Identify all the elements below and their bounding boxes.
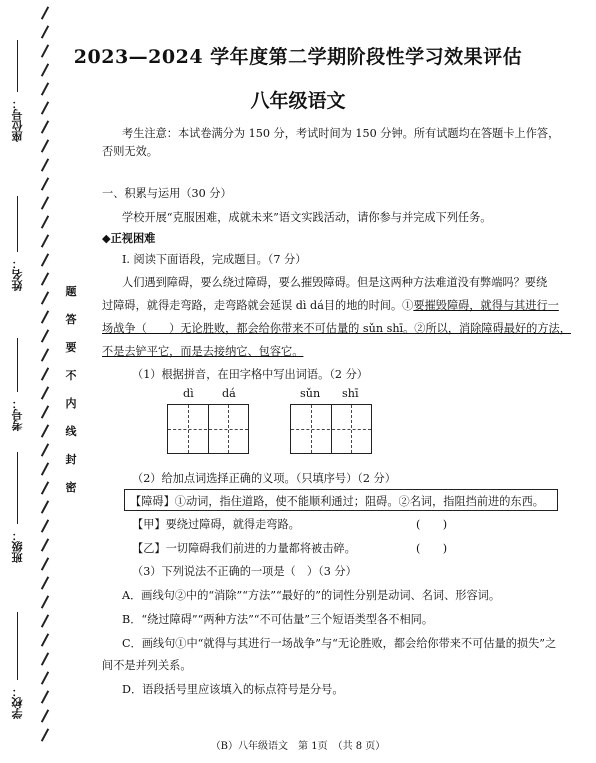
slash-mark (41, 120, 49, 133)
slash-mark (41, 557, 49, 570)
seal-char: 不 (65, 369, 77, 382)
seal-char: 题 (65, 285, 77, 298)
slash-mark (41, 652, 49, 665)
underlined-sentence-2: ②所以，消除障碍最好的方法， (414, 322, 571, 335)
sentence-yi: 【乙】一切障碍我们前进的力量都将被击碎。 (132, 542, 356, 555)
sub-question-3: （3）下列说法不正确的一项是（ ）（3 分） (132, 565, 357, 578)
answer-blank-jia[interactable]: ( ) (416, 518, 448, 531)
slash-mark (41, 291, 49, 304)
page-footer: （B）八年级语文 第 1页 （共 8 页） (210, 741, 386, 752)
class-label: 班级： (11, 530, 24, 563)
slash-mark (41, 196, 49, 209)
seat-number-label: 座位号： (11, 98, 24, 142)
sub-question-1: （1）根据拼音，在田字格中写出词语。（2 分） (132, 368, 368, 381)
option-b: B．“绕过障碍”“两种方法”“不可估量”三个短语类型各不相同。 (122, 613, 434, 626)
tianzige-box-1[interactable] (167, 404, 249, 454)
exam-number-blank (17, 338, 18, 392)
passage-line-3 (102, 320, 571, 336)
section-heading: 一、积累与运用（30 分） (102, 187, 232, 200)
seal-char: 密 (65, 481, 77, 494)
pinyin-shi: shī (342, 387, 359, 400)
slash-mark (41, 633, 49, 646)
underlined-sentence-1-cont: 场战争（ ）无论胜败，都会给你带来不可估量的 sǔn shī。 (102, 322, 415, 335)
slash-mark (41, 177, 49, 190)
slash-mark (41, 595, 49, 608)
slash-mark (41, 709, 49, 722)
slash-mark (41, 6, 49, 19)
seal-char: 答 (65, 313, 77, 326)
slash-mark (41, 158, 49, 171)
seal-char: 封 (65, 453, 77, 466)
slash-mark (41, 272, 49, 285)
seal-char: 线 (65, 425, 77, 438)
tianzige-box-2[interactable] (290, 404, 372, 454)
option-d: D．语段括号里应该填入的标点符号是分号。 (122, 683, 344, 696)
slash-mark (41, 310, 49, 323)
name-label: 姓名： (11, 258, 24, 291)
school-blank (17, 612, 18, 680)
slash-mark (41, 443, 49, 456)
slash-mark (41, 253, 49, 266)
slash-mark (41, 538, 49, 551)
class-blank (17, 452, 18, 524)
answer-blank-yi[interactable]: ( ) (416, 542, 448, 555)
slash-mark (41, 329, 49, 342)
slash-mark (41, 500, 49, 513)
slash-mark (41, 690, 49, 703)
pinyin-di: dì (183, 387, 194, 400)
notice-line-1: 考生注意：本试卷满分为 150 分，考试时间为 150 分钟。所有试题均在答题卡上作答， (122, 127, 560, 140)
slash-mark (41, 234, 49, 247)
option-a: A．画线句②中的“消除”“方法”“最好的”的词性分别是动词、名词、形容词。 (122, 589, 501, 602)
slash-mark (41, 462, 49, 475)
school-label: 学校： (11, 686, 24, 719)
passage-line-1: 人们遇到障碍，要么绕过障碍，要么摧毁障碍。但是这两种方法难道没有弊端吗？要绕 (122, 276, 548, 289)
slash-mark (41, 405, 49, 418)
underlined-sentence-1: 要摧毁障碍，就得与其进行一 (413, 299, 559, 312)
section-intro: 学校开展“克服困难，成就未来”语文实践活动，请你参与并完成下列任务。 (122, 211, 492, 224)
name-blank (17, 196, 18, 252)
slash-mark (41, 519, 49, 532)
sentence-jia: 【甲】要绕过障碍，就得走弯路。 (132, 518, 300, 531)
cut-line-slashes (38, 6, 58, 756)
passage-line-2 (102, 297, 559, 313)
slash-mark (41, 367, 49, 380)
slash-mark (41, 386, 49, 399)
slash-mark (41, 348, 49, 361)
definition-text: 【障碍】①动词，指住道路，使不能顺利通过；阻碍。②名词，指阻挡前进的东西。 (130, 495, 544, 508)
pinyin-sun: sǔn (300, 387, 321, 400)
pinyin-da: dá (222, 387, 236, 400)
sub-question-2: （2）给加点词选择正确的义项。（只填序号）（2 分） (132, 472, 396, 485)
option-c-line-2: 间不是并列关系。 (102, 659, 192, 672)
slash-mark (41, 424, 49, 437)
passage-line-4: 不是去铲平它，而是去接纳它、包容它。 (102, 345, 304, 358)
slash-mark (41, 671, 49, 684)
exam-number-label: 考号： (11, 398, 24, 431)
exam-title: 2023—2024 学年度第二学期阶段性学习效果评估 (73, 46, 523, 68)
notice-line-2: 否则无效。 (102, 145, 158, 158)
question-1: Ⅰ. 阅读下面语段，完成题目。（7 分） (122, 253, 307, 266)
option-c-line-1: C．画线句①中“就得与其进行一场战争”与“无论胜败，都会给你带来不可估量的损失”之 (122, 637, 557, 650)
slash-mark (41, 576, 49, 589)
seal-char: 要 (65, 341, 77, 354)
exam-subtitle: 八年级语文 (250, 90, 346, 112)
task-heading: ◆正视困难 (102, 231, 156, 245)
passage-text: 过障碍，就得走弯路，走弯路就会延误 dì dá目的地的时间。① (102, 299, 414, 312)
slash-mark (41, 614, 49, 627)
binding-margin (0, 0, 62, 763)
seal-char: 内 (65, 397, 77, 410)
slash-mark (41, 139, 49, 152)
slash-mark (41, 25, 49, 38)
slash-mark (41, 215, 49, 228)
slash-mark (41, 481, 49, 494)
